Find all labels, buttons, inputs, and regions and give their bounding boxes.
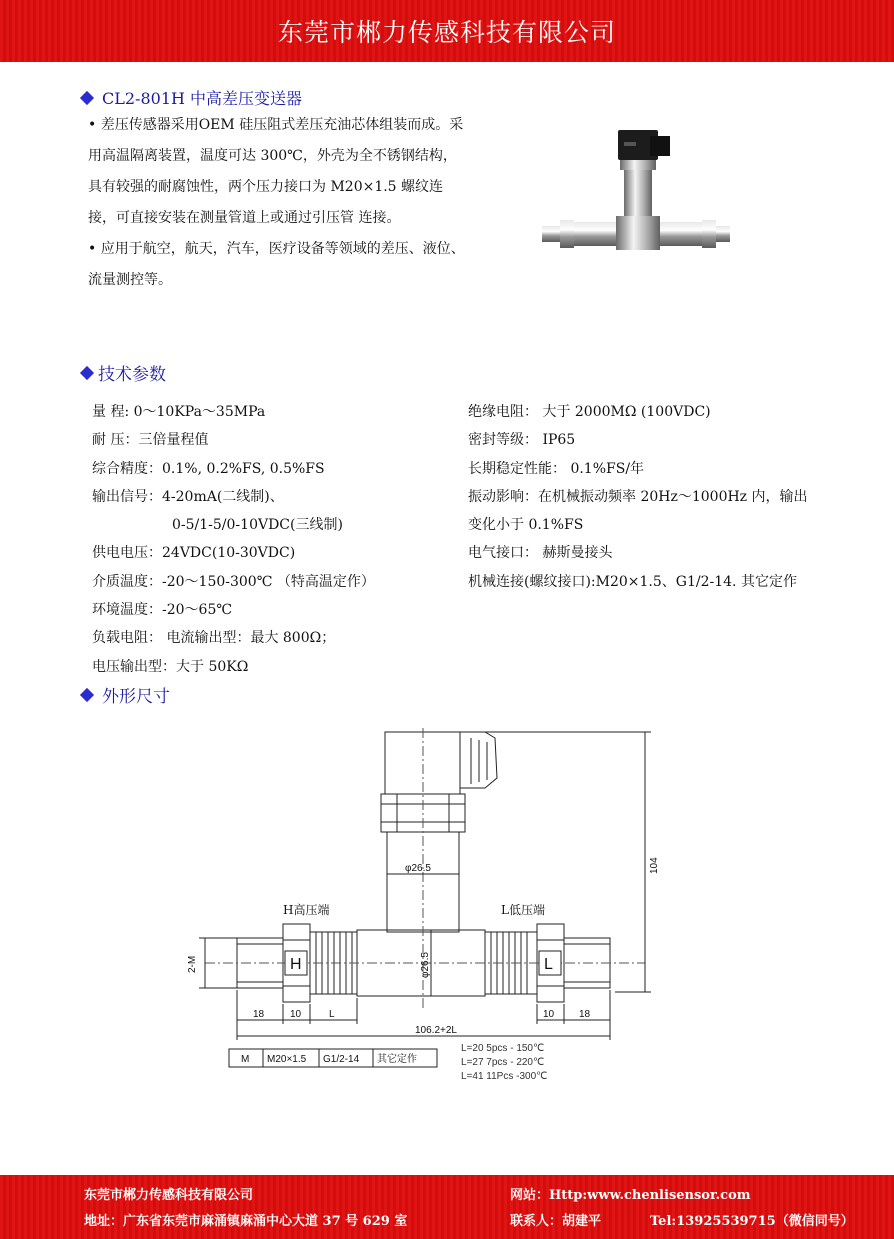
product-section-title [82, 86, 302, 109]
description-paragraph: • 应用于航空，航天，汽车，医疗设备等领域的差压、液位、流量测控等。 [88, 241, 465, 288]
page-footer [0, 1175, 894, 1239]
dia-top-label: φ26.5 [405, 863, 431, 874]
spec-output: 输出信号：4-20mA(二线制)、 [92, 488, 284, 505]
specs-right-column [468, 398, 808, 596]
specs-title: 技术参数 [98, 365, 166, 385]
specs-left-column [92, 398, 375, 681]
spec-mechanical: 机械连接(螺纹接口):M20×1.5、G1/2-14. 其它定作 [468, 573, 797, 590]
spec-electrical: 电气接口： 赫斯曼接头 [468, 545, 613, 562]
product-title: CL2-801H 中高差压变送器 [102, 89, 303, 108]
dim-18-left: 18 [253, 1009, 265, 1020]
spec-supply: 供电电压：24VDC(10-30VDC) [92, 545, 296, 562]
spec-output-voltage: 0-5/1-5/0-10VDC(三线制) [172, 517, 343, 534]
product-photo [538, 128, 730, 258]
dia-body-label: φ26.5 [420, 952, 431, 978]
table-cell: 其它定作 [377, 1054, 417, 1065]
m-side-label: 2-M [187, 955, 198, 973]
dim-total: 106.2+2L [415, 1025, 457, 1036]
spec-range: 量 程: 0～10KPa～35MPa [92, 404, 266, 420]
spec-overpressure: 耐 压：三倍量程值 [92, 432, 209, 449]
spec-vibration-cont: 变化小于 0.1%FS [468, 517, 584, 534]
spec-ambient-temp: 环境温度：-20～65℃ [92, 602, 233, 619]
diamond-icon [80, 687, 94, 701]
page-header [0, 0, 894, 62]
company-title: 东莞市郴力传感科技有限公司 [277, 18, 616, 47]
length-note: L=27 7pcs - 220℃ [461, 1057, 545, 1068]
spec-load-voltage: 电压输出型：大于 50KΩ [92, 658, 249, 675]
footer-contact: 联系人：胡建平 [510, 1214, 602, 1229]
footer-website: 网站：Http:www.chenlisensor.com [510, 1188, 751, 1203]
spec-insulation: 绝缘电阻： 大于 2000MΩ (100VDC) [468, 404, 711, 420]
dim-18-right: 18 [579, 1009, 591, 1020]
spec-protection: 密封等级： IP65 [468, 432, 576, 449]
footer-address: 地址：广东省东莞市麻涌镇麻涌中心大道 37 号 629 室 [84, 1214, 408, 1229]
table-cell: M [241, 1054, 250, 1065]
spec-vibration: 振动影响：在机械振动频率 20Hz～1000Hz 内，输出 [468, 488, 808, 505]
description-paragraph: • 差压传感器采用OEM 硅压阻式差压充油芯体组装而成。采用高温隔离装置，温度可达 300℃，外壳为全不锈钢结构，具有较强的耐腐蚀性，两个压力接口为 M20×1.5 螺纹连接，可直接安装在测量管道上或通过引压管 连接。 [88, 117, 464, 226]
footer-tel: Tel:13925539715（微信同号） [650, 1214, 854, 1229]
dim-l: L [329, 1009, 335, 1020]
length-note: L=41 11Pcs -300℃ [461, 1071, 548, 1082]
diamond-icon [80, 365, 94, 379]
diamond-icon [80, 90, 94, 104]
dim-10-left: 10 [290, 1009, 302, 1020]
length-note: L=20 5pcs - 150℃ [461, 1043, 545, 1054]
l-port-label: L低压端 [501, 903, 545, 917]
spec-stability: 长期稳定性能： 0.1%FS/年 [468, 460, 645, 477]
height-label: 104 [649, 857, 660, 874]
l-port-letter: L [544, 956, 553, 973]
h-port-letter: H [290, 956, 302, 973]
footer-company: 东莞市郴力传感科技有限公司 [84, 1188, 254, 1203]
spec-medium-temp: 介质温度：-20～150-300℃ （特高温定作） [92, 573, 375, 590]
spec-load: 负载电阻： 电流输出型：最大 800Ω； [92, 630, 336, 647]
table-cell: M20×1.5 [267, 1054, 307, 1065]
dim-10-right: 10 [543, 1009, 555, 1020]
h-port-label: H高压端 [283, 903, 330, 917]
specs-section-title [82, 360, 166, 385]
dimension-drawing [175, 728, 675, 1088]
spec-accuracy: 综合精度：0.1%, 0.2%FS, 0.5%FS [92, 460, 325, 477]
dimensions-title: 外形尺寸 [102, 687, 170, 707]
dimensions-section-title [82, 682, 170, 707]
product-description [88, 110, 470, 296]
table-cell: G1/2-14 [323, 1054, 360, 1065]
